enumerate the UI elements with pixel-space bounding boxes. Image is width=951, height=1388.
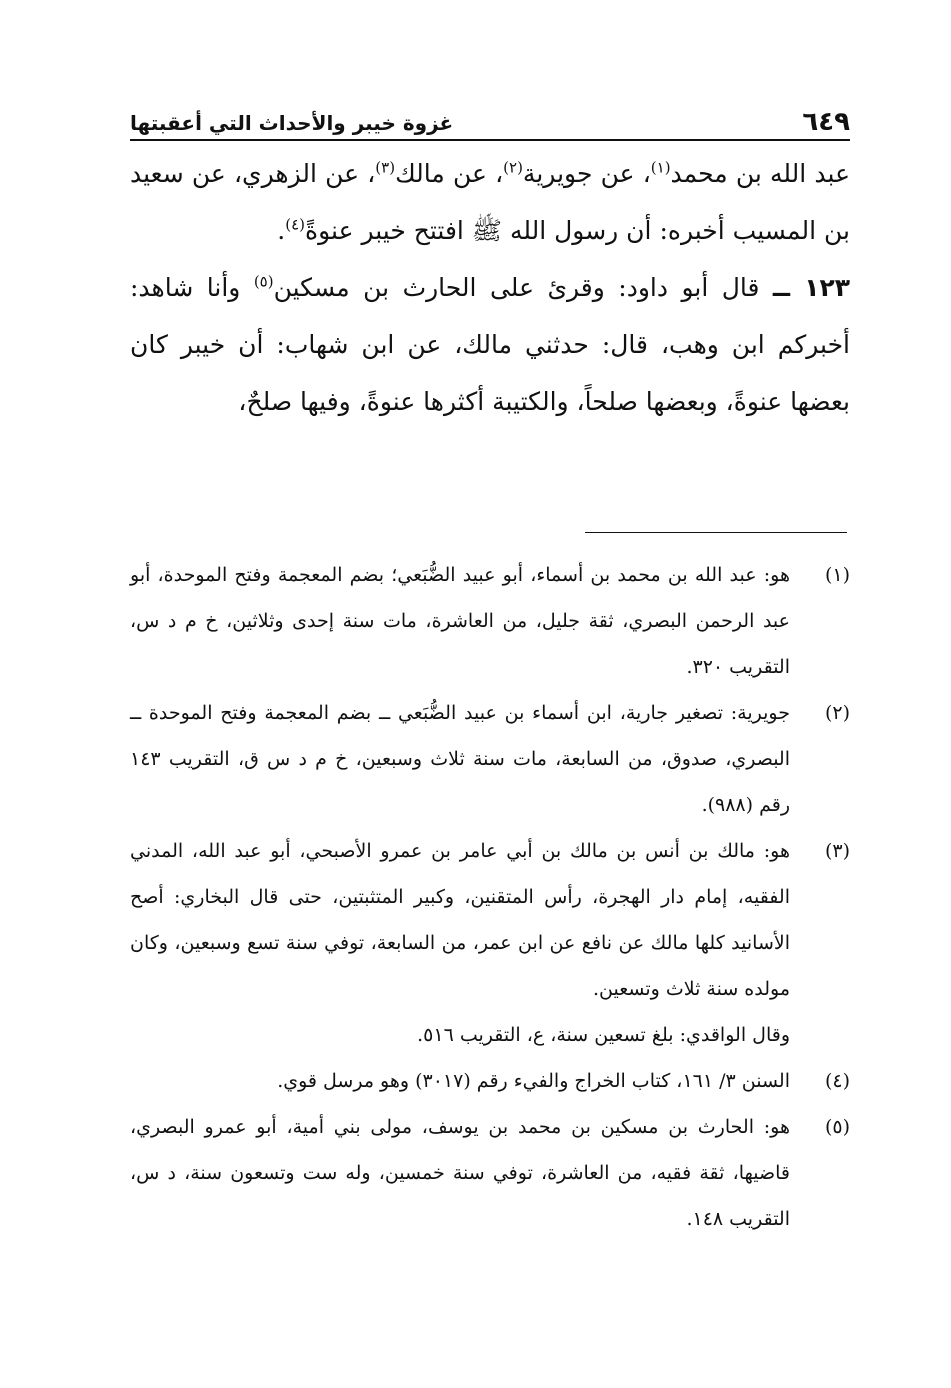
footnote-ref-2[interactable]: (٢) [503, 158, 523, 177]
text-run: عبد الله بن محمد [670, 159, 850, 188]
footnote-ref-3[interactable]: (٣) [375, 158, 396, 177]
paragraph-hadith-122-end [130, 145, 850, 259]
footnote-text: هو: الحارث بن مسكين بن محمد بن يوسف، مولى بني أمية، أبو عمرو البصري، قاضيها، ثقة فقيه، من العاشرة، توفي سنة خمسين، وله ست وتسعون سنة، د س، التقريب ١٤٨. [130, 1116, 790, 1230]
footnote-3 [130, 828, 850, 1012]
footnote-number: (٣) [824, 840, 850, 862]
footnote-text: هو: مالك بن أنس بن مالك بن أبي عامر بن عمرو الأصبحي، أبو عبد الله، المدني الفقيه، إمام دار الهجرة، رأس المتقنين، وكبير المتثبتين، حتى قال البخاري: أصح الأسانيد كلها مالك عن نافع عن ابن عمر، من السابعة، توفي سنة تسع وسبعين، وكان مولده سنة ثلاث وتسعين. [130, 840, 790, 1000]
footnote-1 [130, 552, 850, 690]
footnote-number: (٤) [824, 1070, 850, 1092]
footnote-ref-1[interactable]: (١) [650, 158, 671, 177]
footnote-3-continuation: وقال الواقدي: بلغ تسعين سنة، ع، التقريب ٥١٦. [417, 1024, 790, 1046]
paragraph-hadith-123 [130, 259, 850, 430]
text-run: وأنا شاهد: أخبركم ابن وهب، قال: حدثني مالك، عن ابن شهاب: أن خيبر كان بعضها عنوةً، وبعضها صلحاً، والكتيبة أكثرها عنوةً، وفيها صلحٌ، [130, 273, 850, 416]
text-run: ، عن جويرية [522, 159, 651, 188]
footnote-text: السنن ٣/ ١٦١، كتاب الخراج والفيء رقم (٣٠١٧) وهو مرسل قوي. [277, 1070, 790, 1092]
main-text [130, 145, 850, 430]
footnote-ref-4[interactable]: (٤) [285, 215, 306, 234]
footnotes [130, 552, 850, 1242]
running-head [130, 95, 850, 141]
text-run: . [277, 216, 286, 245]
footnote-number: (٢) [824, 702, 850, 724]
footnote-number: (١) [824, 564, 850, 586]
footnote-ref-5[interactable]: (٥) [253, 272, 274, 291]
text-run: ، عن مالك [395, 159, 504, 188]
footnote-number: (٥) [824, 1116, 850, 1138]
footnote-separator [585, 532, 847, 533]
footnote-text: هو: عبد الله بن محمد بن أسماء، أبو عبيد الضُّبَعي؛ بضم المعجمة وفتح الموحدة، أبو عبد الرحمن البصري، ثقة جليل، من العاشرة، مات سنة إحدى وثلاثين، خ م د س، التقريب ٣٢٠. [130, 564, 790, 678]
footnote-5 [130, 1104, 850, 1242]
running-title: غزوة خيبر والأحداث التي أعقبتها [130, 111, 454, 135]
page [130, 95, 850, 430]
footnote-2 [130, 690, 850, 828]
hadith-number: ١٢٣ ــ [772, 273, 851, 302]
text-run: قال أبو داود: وقرئ على الحارث بن مسكين [273, 273, 773, 302]
page-number: ٦٤٩ [802, 107, 850, 137]
footnote-4 [130, 1058, 850, 1104]
footnote-text: جويرية: تصغير جارية، ابن أسماء بن عبيد الضُّبَعي ــ بضم المعجمة وفتح الموحدة ــ البصري، صدوق، من السابعة، مات سنة ثلاث وسبعين، خ م د س ق، التقريب ١٤٣ رقم (٩٨٨). [130, 702, 790, 816]
text-run: ، عن الزهري، عن سعيد بن المسيب أخبره: أن رسول الله ﷺ افتتح خيبر عنوةً [130, 159, 850, 245]
